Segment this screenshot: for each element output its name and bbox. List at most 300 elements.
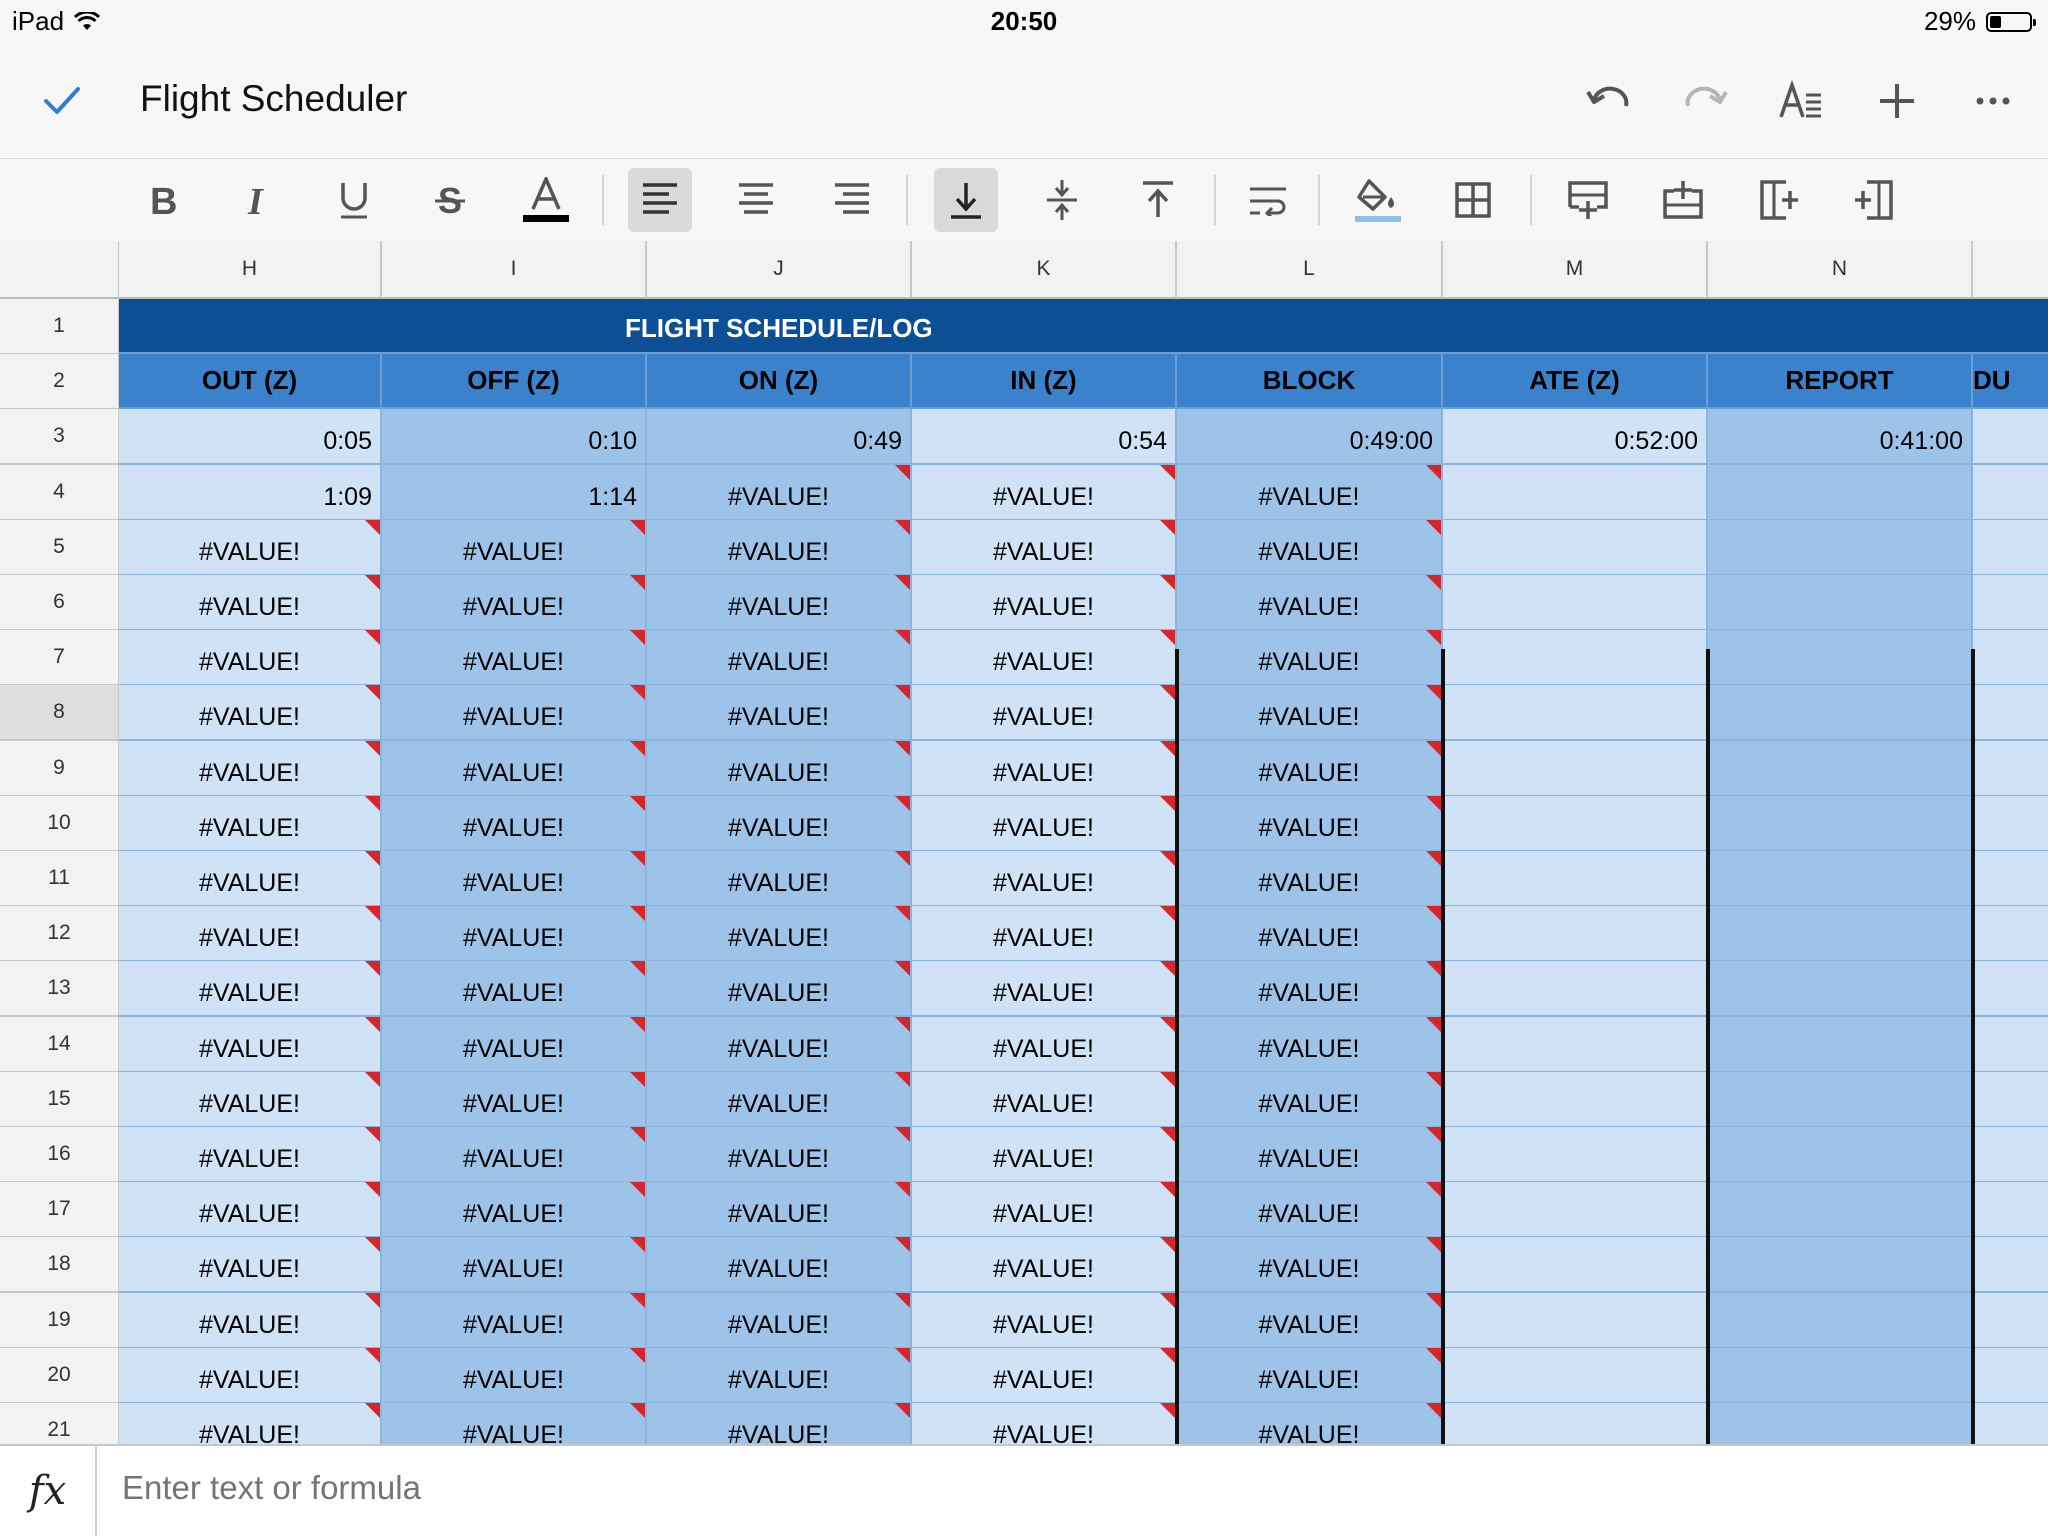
grid-cell[interactable] [382, 1403, 647, 1444]
svg-text:B: B [150, 182, 178, 218]
error-marker-icon [895, 796, 910, 811]
grid-cell[interactable] [1973, 1403, 2048, 1444]
status-right [1924, 6, 2032, 37]
grid-cell[interactable] [1973, 796, 2048, 852]
grid-cell[interactable] [1973, 685, 2048, 741]
row-header[interactable]: 5 [0, 520, 119, 576]
cell-value: #VALUE! [199, 593, 300, 621]
cell-value: #VALUE! [993, 1255, 1094, 1284]
error-marker-icon [365, 630, 380, 645]
grid-cell[interactable] [1708, 1237, 1973, 1293]
column-header[interactable]: M [1443, 241, 1708, 299]
grid-cell[interactable] [1973, 409, 2048, 465]
row-header[interactable]: 7 [0, 630, 119, 686]
header-cell[interactable]: OUT (Z) [119, 354, 382, 409]
error-marker-icon [1160, 961, 1175, 976]
title-bar [0, 42, 2048, 159]
grid-cell[interactable] [1443, 796, 1708, 852]
column-header[interactable]: L [1177, 241, 1443, 299]
text-format-icon [1779, 81, 1823, 121]
grid-cell[interactable] [119, 465, 382, 521]
align-middle-icon [1045, 178, 1079, 222]
grid-cell[interactable] [1443, 851, 1708, 907]
error-marker-icon [1160, 796, 1175, 811]
undo-button[interactable] [1580, 72, 1638, 130]
grid-cell[interactable] [912, 1348, 1177, 1404]
grid-cell[interactable] [912, 741, 1177, 797]
bold-icon [148, 182, 178, 218]
borders-button[interactable] [1441, 168, 1505, 232]
text-color-button[interactable] [514, 168, 578, 232]
row-header[interactable]: 8 [0, 685, 119, 741]
grid-cell[interactable] [912, 961, 1177, 1017]
row-header[interactable]: 13 [0, 961, 119, 1017]
error-marker-icon [1160, 630, 1175, 645]
grid-cell[interactable] [912, 1072, 1177, 1128]
grid-cell[interactable] [1973, 520, 2048, 576]
grid-cell[interactable] [1177, 1293, 1443, 1349]
sheet-title: FLIGHT SCHEDULE/LOG [625, 313, 933, 343]
cell-value: #VALUE! [1258, 1365, 1360, 1394]
error-marker-icon [1160, 1072, 1175, 1087]
grid-cell[interactable] [1708, 685, 1973, 741]
grid-cell[interactable] [382, 520, 647, 576]
grid-cell[interactable] [1177, 465, 1443, 521]
cell-value: #VALUE! [1258, 1310, 1360, 1339]
redo-button[interactable] [1676, 72, 1734, 130]
row-header[interactable]: 2 [0, 354, 119, 410]
row-header[interactable]: 20 [0, 1348, 119, 1404]
grid-cell[interactable] [1708, 741, 1973, 797]
grid-cell[interactable] [1177, 1182, 1443, 1238]
row-header[interactable]: 15 [0, 1072, 119, 1128]
grid-cell[interactable] [647, 1127, 912, 1183]
grid-cell[interactable] [1177, 851, 1443, 907]
select-all-corner[interactable] [0, 241, 119, 299]
align-bottom-button[interactable] [934, 168, 998, 232]
cell-value: #VALUE! [199, 1200, 300, 1229]
grid-cell[interactable] [647, 465, 912, 521]
cell-value: #VALUE! [463, 537, 564, 566]
error-marker-icon [630, 906, 645, 921]
align-middle-button[interactable] [1030, 168, 1094, 232]
strikethrough-button[interactable] [418, 168, 482, 232]
grid-cell[interactable] [647, 1017, 912, 1073]
grid-cell[interactable] [1973, 961, 2048, 1017]
grid-cell[interactable] [1973, 906, 2048, 962]
row-header[interactable]: 16 [0, 1127, 119, 1183]
grid-cell[interactable] [1443, 409, 1708, 465]
row-header[interactable]: 4 [0, 465, 119, 521]
cell-value: #VALUE! [1258, 537, 1360, 566]
grid-cell[interactable] [1443, 465, 1708, 521]
grid-cell[interactable] [647, 575, 912, 631]
error-marker-icon [365, 1403, 380, 1418]
header-cell[interactable]: BLOCK [1177, 354, 1443, 409]
grid-cell[interactable] [1177, 520, 1443, 576]
insert-row-below-icon [1662, 179, 1704, 221]
error-marker-icon [630, 1293, 645, 1308]
grid-cell[interactable] [647, 851, 912, 907]
grid-cell[interactable] [119, 630, 382, 686]
grid-cell[interactable] [119, 575, 382, 631]
cell-value: #VALUE! [199, 1310, 300, 1339]
align-left-icon [641, 182, 679, 218]
row-header[interactable]: 3 [0, 409, 119, 465]
grid-cell[interactable] [647, 630, 912, 686]
grid-cell[interactable] [647, 906, 912, 962]
column-header[interactable]: K [912, 241, 1177, 299]
grid-cell[interactable] [1443, 520, 1708, 576]
sheet-title-band[interactable] [119, 299, 2048, 354]
grid-cell[interactable] [647, 409, 912, 465]
column-header[interactable]: N [1708, 241, 1973, 299]
grid-cell[interactable] [119, 906, 382, 962]
header-cell[interactable]: REPORT [1708, 354, 1973, 409]
column-header[interactable]: I [382, 241, 647, 299]
row-header[interactable]: 14 [0, 1017, 119, 1073]
grid-cell[interactable] [912, 1293, 1177, 1349]
row-header[interactable]: 1 [0, 299, 119, 355]
more-icon [1975, 96, 2011, 106]
error-marker-icon [1426, 1182, 1441, 1197]
cell-value: #VALUE! [199, 1255, 300, 1284]
grid-cell[interactable] [1177, 796, 1443, 852]
grid-cell[interactable] [1443, 741, 1708, 797]
error-marker-icon [630, 630, 645, 645]
grid-cell[interactable] [1708, 409, 1973, 465]
grid-cell[interactable] [382, 1237, 647, 1293]
header-cell[interactable]: IN (Z) [912, 354, 1177, 409]
grid-cell[interactable] [1177, 409, 1443, 465]
grid-cell[interactable] [1177, 1072, 1443, 1128]
grid-cell[interactable] [1443, 961, 1708, 1017]
grid-cell[interactable] [647, 1348, 912, 1404]
row-header[interactable]: 11 [0, 851, 119, 907]
error-marker-icon [1160, 1182, 1175, 1197]
error-marker-icon [1426, 851, 1441, 866]
grid-cell[interactable] [1177, 741, 1443, 797]
grid-cell[interactable] [912, 409, 1177, 465]
grid-cell[interactable] [1443, 575, 1708, 631]
error-marker-icon [630, 1237, 645, 1252]
battery-icon [1986, 12, 2032, 32]
grid-cell[interactable] [1708, 1348, 1973, 1404]
done-checkmark-icon[interactable] [40, 78, 84, 122]
insert-row-above-button[interactable] [1556, 168, 1620, 232]
grid-cell[interactable] [382, 409, 647, 465]
header-cell[interactable]: DU [1973, 354, 2048, 409]
grid-cell[interactable] [647, 1237, 912, 1293]
insert-row-below-button[interactable] [1651, 168, 1715, 232]
grid-cell[interactable] [1443, 1072, 1708, 1128]
cell-value: #VALUE! [199, 537, 300, 566]
error-marker-icon [1426, 685, 1441, 700]
cell-value: #VALUE! [728, 593, 829, 621]
grid-cell[interactable] [1973, 465, 2048, 521]
grid-cell[interactable] [1177, 575, 1443, 631]
grid-cell[interactable] [1708, 575, 1973, 631]
formula-input[interactable] [120, 1468, 1924, 1508]
row-header[interactable]: 17 [0, 1182, 119, 1238]
cell-value: #VALUE! [199, 813, 300, 842]
grid-cell[interactable] [119, 1348, 382, 1404]
grid-cell[interactable] [119, 1017, 382, 1073]
grid-cell[interactable] [1708, 630, 1973, 686]
insert-column-right-button[interactable] [1842, 168, 1906, 232]
error-marker-icon [1160, 575, 1175, 590]
error-marker-icon [630, 1348, 645, 1363]
error-marker-icon [1426, 796, 1441, 811]
error-marker-icon [1426, 575, 1441, 590]
grid-cell[interactable] [912, 575, 1177, 631]
column-header[interactable]: H [119, 241, 382, 299]
grid-cell[interactable] [912, 1017, 1177, 1073]
grid-cell[interactable] [1973, 741, 2048, 797]
grid-cell[interactable] [1708, 465, 1973, 521]
grid-cell[interactable] [1177, 1237, 1443, 1293]
cell-value: #VALUE! [1258, 482, 1360, 511]
title-actions [1580, 72, 2022, 130]
align-left-button[interactable] [628, 168, 692, 232]
grid-cell[interactable] [1973, 630, 2048, 686]
align-top-button[interactable] [1126, 168, 1190, 232]
text-color-icon [521, 177, 571, 223]
grid-cell[interactable] [1443, 1293, 1708, 1349]
grid-cell[interactable] [382, 851, 647, 907]
grid-cell[interactable] [1443, 1017, 1708, 1073]
row-header[interactable]: 6 [0, 575, 119, 631]
borders-icon [1454, 181, 1492, 219]
underline-button[interactable] [322, 168, 386, 232]
grid-cell[interactable] [119, 1237, 382, 1293]
grid-cell[interactable] [912, 906, 1177, 962]
grid-cell[interactable] [1177, 1403, 1443, 1444]
grid-cell[interactable] [1177, 961, 1443, 1017]
row-header[interactable]: 12 [0, 906, 119, 962]
grid-cell[interactable] [1973, 1348, 2048, 1404]
grid-cell[interactable] [912, 465, 1177, 521]
cell-value: #VALUE! [728, 869, 829, 897]
cell-value: #VALUE! [199, 1365, 300, 1394]
grid-cell[interactable] [1177, 1127, 1443, 1183]
insert-row-above-icon [1567, 179, 1609, 221]
more-button[interactable] [1964, 72, 2022, 130]
grid-cell[interactable] [912, 1182, 1177, 1238]
cell-value: #VALUE! [728, 1034, 829, 1063]
grid-cell[interactable] [119, 1127, 382, 1183]
grid-cell[interactable] [1708, 796, 1973, 852]
grid-cell[interactable] [647, 1182, 912, 1238]
grid-cell[interactable] [1708, 961, 1973, 1017]
error-marker-icon [1426, 1403, 1441, 1418]
grid-cell[interactable] [912, 851, 1177, 907]
grid-cell[interactable] [119, 685, 382, 741]
grid-cell[interactable] [1443, 685, 1708, 741]
grid-cell[interactable] [1177, 1017, 1443, 1073]
header-cell[interactable]: OFF (Z) [382, 354, 647, 409]
grid-cell[interactable] [1973, 1237, 2048, 1293]
grid-cell[interactable] [119, 796, 382, 852]
row-header[interactable]: 18 [0, 1237, 119, 1293]
column-header[interactable]: J [647, 241, 912, 299]
bold-button[interactable] [131, 168, 195, 232]
grid-cell[interactable] [1708, 1017, 1973, 1073]
grid-cell[interactable] [1973, 1127, 2048, 1183]
grid-cell[interactable] [647, 1072, 912, 1128]
grid-cell[interactable] [912, 796, 1177, 852]
grid-cell[interactable] [1443, 630, 1708, 686]
grid-cell[interactable] [382, 1348, 647, 1404]
grid-cell[interactable] [382, 741, 647, 797]
header-cell[interactable]: ON (Z) [647, 354, 912, 409]
grid-cell[interactable] [119, 961, 382, 1017]
cell-value: #VALUE! [1258, 813, 1360, 842]
cell-value: #VALUE! [728, 1310, 829, 1339]
cell-value: #VALUE! [463, 593, 564, 621]
cell-value: #VALUE! [993, 1310, 1094, 1339]
cell-value: #VALUE! [199, 1145, 300, 1173]
grid-cell[interactable] [382, 906, 647, 962]
align-center-button[interactable] [724, 168, 788, 232]
grid-cell[interactable] [119, 1072, 382, 1128]
grid-cell[interactable] [1708, 1127, 1973, 1183]
grid-cell[interactable] [912, 685, 1177, 741]
grid-cell[interactable] [1708, 520, 1973, 576]
grid-cell[interactable] [1973, 851, 2048, 907]
grid-cell[interactable] [119, 409, 382, 465]
wrap-text-button[interactable] [1236, 168, 1300, 232]
grid-cell[interactable] [912, 1403, 1177, 1444]
cell-value: #VALUE! [993, 593, 1094, 621]
row-header[interactable]: 19 [0, 1293, 119, 1349]
grid-cell[interactable] [1708, 1072, 1973, 1128]
cell-value: #VALUE! [728, 703, 829, 732]
cell-value: #VALUE! [993, 537, 1094, 566]
grid-cell[interactable] [382, 1072, 647, 1128]
error-marker-icon [1426, 1348, 1441, 1363]
italic-icon [244, 182, 274, 218]
grid-cell[interactable] [1708, 906, 1973, 962]
row-header[interactable]: 9 [0, 741, 119, 797]
grid-cell[interactable] [647, 685, 912, 741]
grid-cell[interactable] [382, 575, 647, 631]
align-right-button[interactable] [820, 168, 884, 232]
grid-cell[interactable] [382, 961, 647, 1017]
grid-cell[interactable] [119, 741, 382, 797]
grid-cell[interactable] [1443, 1237, 1708, 1293]
grid-cell[interactable] [1973, 1293, 2048, 1349]
grid-cell[interactable] [119, 1403, 382, 1444]
header-cell[interactable]: ATE (Z) [1443, 354, 1708, 409]
grid-cell[interactable] [1708, 1182, 1973, 1238]
cell-value: #VALUE! [463, 979, 564, 1008]
grid-cell[interactable] [647, 1403, 912, 1444]
grid-cell[interactable] [382, 1017, 647, 1073]
text-format-button[interactable] [1772, 72, 1830, 130]
cell-value: #VALUE! [463, 1310, 564, 1339]
align-bottom-icon [949, 180, 983, 220]
grid-cell[interactable] [1443, 1403, 1708, 1444]
error-marker-icon [365, 1293, 380, 1308]
grid-cell[interactable] [119, 520, 382, 576]
grid-cell[interactable] [1177, 685, 1443, 741]
grid-cell[interactable] [119, 851, 382, 907]
cell-value: #VALUE! [463, 1145, 564, 1173]
error-marker-icon [895, 520, 910, 535]
italic-button[interactable] [227, 168, 291, 232]
grid-cell[interactable] [382, 796, 647, 852]
svg-text:S: S [438, 182, 463, 218]
insert-button[interactable] [1868, 72, 1926, 130]
cell-value: #VALUE! [993, 1145, 1094, 1173]
cell-value: 0:10 [588, 427, 637, 456]
grid-cell[interactable] [1177, 906, 1443, 962]
cell-value: #VALUE! [993, 703, 1094, 732]
grid-cell[interactable] [647, 520, 912, 576]
grid-cell[interactable] [1177, 1348, 1443, 1404]
fill-color-button[interactable] [1346, 168, 1410, 232]
grid-cell[interactable] [1708, 1403, 1973, 1444]
cell-value: #VALUE! [1258, 1255, 1360, 1284]
grid-cell[interactable] [912, 520, 1177, 576]
grid-cell[interactable] [647, 741, 912, 797]
insert-column-left-button[interactable] [1747, 168, 1811, 232]
grid-cell[interactable] [382, 465, 647, 521]
grid-cell[interactable] [1443, 1127, 1708, 1183]
grid-cell[interactable] [1177, 630, 1443, 686]
function-icon[interactable]: fx [0, 1446, 97, 1536]
grid-cell[interactable] [1443, 906, 1708, 962]
row-header[interactable]: 21 [0, 1403, 119, 1444]
cell-value: #VALUE! [463, 703, 564, 732]
column-header[interactable] [1973, 241, 2048, 299]
spreadsheet-grid[interactable] [0, 241, 2048, 1444]
grid-cell[interactable] [912, 1127, 1177, 1183]
grid-cell[interactable] [382, 1293, 647, 1349]
grid-cell[interactable] [1973, 575, 2048, 631]
cell-value: #VALUE! [728, 1089, 829, 1118]
grid-cell[interactable] [382, 1182, 647, 1238]
grid-cell[interactable] [1708, 1293, 1973, 1349]
error-marker-icon [895, 1017, 910, 1032]
grid-cell[interactable] [1443, 1348, 1708, 1404]
grid-cell[interactable] [119, 1182, 382, 1238]
grid-cell[interactable] [647, 961, 912, 1017]
grid-cell[interactable] [1973, 1182, 2048, 1238]
grid-cell[interactable] [382, 685, 647, 741]
grid-cell[interactable] [1708, 851, 1973, 907]
column-border [1706, 649, 1710, 1444]
grid-cell[interactable] [1973, 1017, 2048, 1073]
fill-color-icon [1353, 177, 1403, 223]
undo-icon [1586, 84, 1632, 118]
grid-cell[interactable] [1973, 1072, 2048, 1128]
error-marker-icon [895, 1127, 910, 1142]
error-marker-icon [1160, 465, 1175, 480]
grid-cell[interactable] [119, 1293, 382, 1349]
grid-cell[interactable] [1443, 1182, 1708, 1238]
grid-cell[interactable] [647, 1293, 912, 1349]
grid-cell[interactable] [382, 630, 647, 686]
grid-cell[interactable] [912, 1237, 1177, 1293]
grid-cell[interactable] [647, 796, 912, 852]
grid-cell[interactable] [382, 1127, 647, 1183]
cell-value: #VALUE! [728, 758, 829, 787]
error-marker-icon [630, 741, 645, 756]
grid-cell[interactable] [912, 630, 1177, 686]
row-header[interactable]: 10 [0, 796, 119, 852]
